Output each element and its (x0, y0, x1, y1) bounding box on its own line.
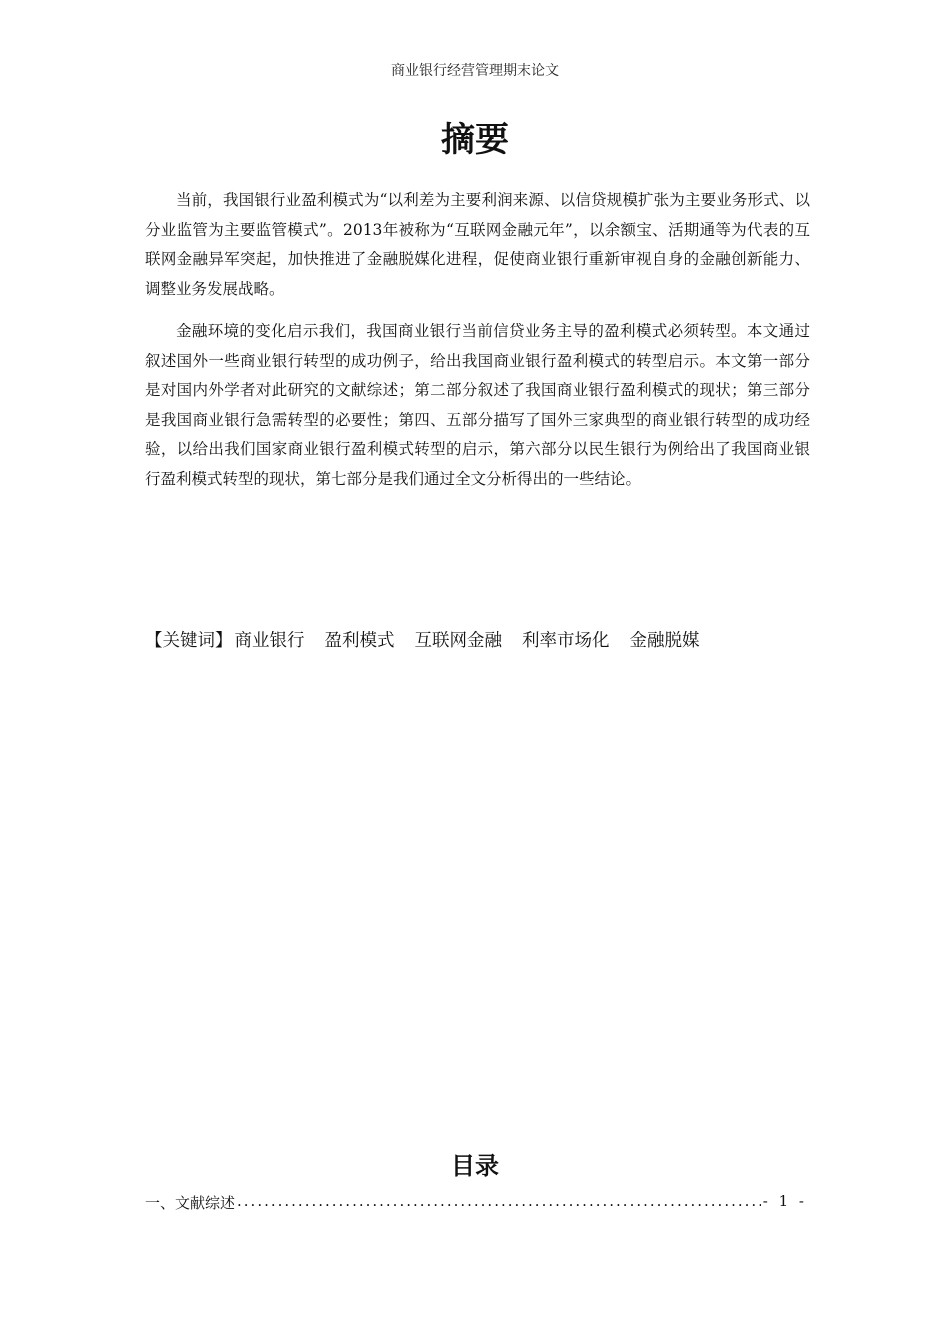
toc-entry[interactable] (145, 1192, 807, 1213)
keyword: 互联网金融 (414, 631, 502, 651)
keyword: 金融脱媒 (629, 631, 700, 651)
keyword: 利率市场化 (522, 631, 610, 651)
toc-entry-label[interactable]: 一、文献综述 (145, 1194, 236, 1212)
abstract-paragraph-1: 当前，我国银行业盈利模式为“以利差为主要利润来源、以信贷规模扩张为主要业务形式、以分业监管为主要监管模式”。2013年被称为“互联网金融元年”，以余额宝、活期通等为代表的互联网金融异军突起，加快推进了金融脱媒化进程，促使商业银行重新审视自身的金融创新能力、调整业务发展战略。 (145, 191, 810, 298)
keyword: 商业银行 (234, 631, 305, 651)
abstract-paragraph-2: 金融环境的变化启示我们，我国商业银行当前信贷业务主导的盈利模式必须转型。本文通过叙述国外一些商业银行转型的成功例子，给出我国商业银行盈利模式的转型启示。本文第一部分是对国内外学者对此研究的文献综述；第二部分叙述了我国商业银行盈利模式的现状；第三部分是我国商业银行急需转型的必要性；第四、五部分描写了国外三家典型的商业银行转型的成功经验，以给出我们国家商业银行盈利模式转型的启示，第六部分以民生银行为例给出了我国商业银行盈利模式转型的现状，第七部分是我们通过全文分析得出的一些结论。 (145, 322, 810, 488)
keywords-label: 【关键词】 (145, 631, 233, 651)
abstract-title: 摘要 (441, 120, 509, 160)
toc-title: 目录 (451, 1152, 499, 1180)
keyword: 盈利模式 (324, 631, 395, 651)
page-header: 商业银行经营管理期末论文 (391, 63, 559, 79)
keywords-line (145, 627, 810, 652)
toc-leader-dots (237, 1192, 761, 1213)
toc-entry-page: - 1 - (762, 1192, 807, 1210)
